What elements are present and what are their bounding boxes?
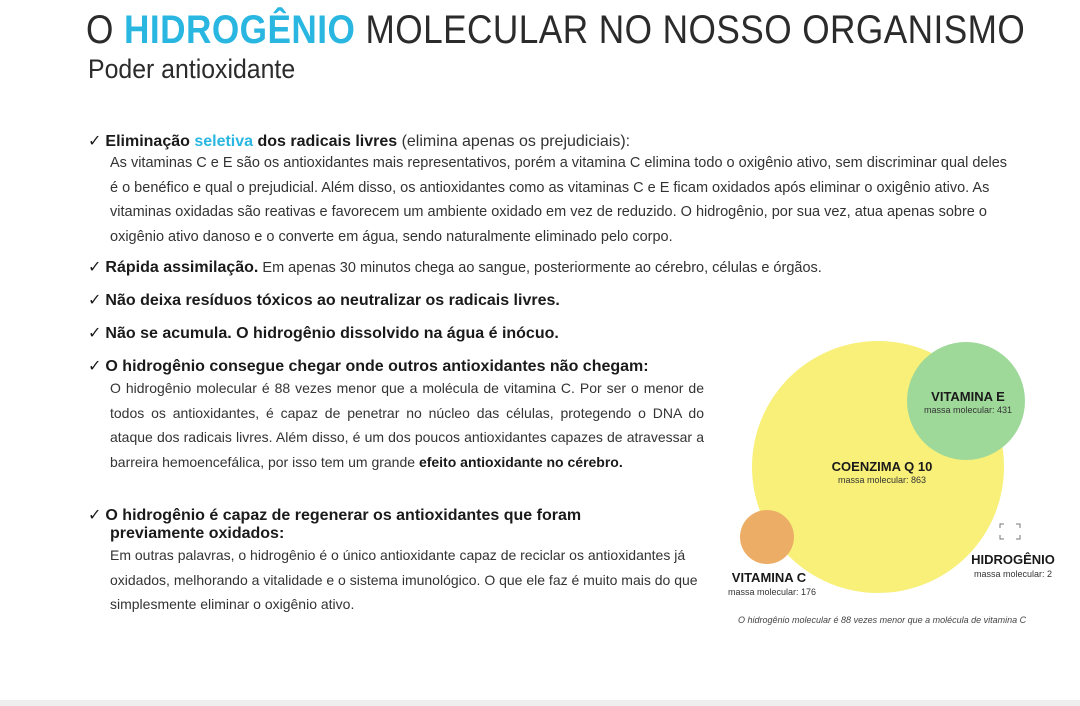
item-body: Em outras palavras, o hidrogênio é o único antioxidante capaz de reciclar os antioxidantes já oxidados, melhorando a vitalidade e o sistema imunológico. O que ele faz é muito mais do que simplesmente eliminar o oxigênio ativo. [110,547,698,612]
heading-bold: O hidrogênio consegue chegar onde outros antioxidantes não chegam: [105,358,649,375]
check-icon: ✓ [88,358,102,375]
vitamin-c-label: VITAMINA C [731,570,807,585]
hydrogen-marker-icon [1000,524,1020,539]
heading-accent: seletiva [194,133,254,150]
page-subtitle: Poder antioxidante [88,54,296,84]
vitamin-e-label: VITAMINA E [931,389,1005,404]
heading-note: (elimina apenas os prejudiciais): [397,133,631,150]
heading-part: Eliminação [105,133,195,150]
title-highlight: HIDROGÊNIO [124,8,356,52]
body-text: O hidrogênio molecular é 88 vezes menor que a molécula de vitamina C. Por ser o menor de todos os antioxidantes, é capaz de penetrar no núcleo das células, protegendo o DNA do ataque dos radicais livres. Além disso, é um dos poucos antioxidantes capazes de atravessar a barreira hemoencefálica, por isso tem um grande [110,380,704,470]
item-heading-cont: previamente oxidados: [110,525,285,542]
vitamin-c-mass: massa molecular: 176 [727,587,817,597]
heading-note: Em apenas 30 minutos chega ao sangue, posteriormente ao cérebro, células e órgãos. [258,260,822,276]
heading-bold: Rápida assimilação. [105,259,259,276]
heading-bold: O hidrogênio é capaz de regenerar os antioxidantes que foram [105,507,582,524]
bottom-divider [0,700,1080,706]
check-icon: ✓ [88,259,102,276]
vitamin-e-mass: massa molecular: 431 [923,405,1013,415]
vitamin-c-circle [740,510,794,564]
coenzyme-q10-label: COENZIMA Q 10 [831,459,933,474]
item-body: As vitaminas C e E são os antioxidantes mais representativos, porém a vitamina C elimina todo o oxigênio ativo, sem discriminar qual deles é o benéfico e qual o prejudicial. Além disso, os antioxidantes como as vitaminas C e E ficam oxidados após eliminar o oxigênio ativo. As vitaminas oxidadas são reativas e favorecem um ambiente oxidado em vez de reduzido. O hidrogênio, por sua vez, atua apenas sobre o oxigênio ativo danoso e o converte em água, sendo naturalmente eliminado pelo corpo. [110,155,1008,245]
hydrogen-label: HIDROGÊNIO [971,552,1055,567]
heading-part: dos radicais livres [253,133,398,150]
heading-bold: Não se acumula. O hidrogênio dissolvido na água é inócuo. [105,325,559,342]
check-icon: ✓ [88,507,102,524]
check-icon: ✓ [88,133,102,150]
check-icon: ✓ [88,325,102,342]
check-icon: ✓ [88,292,102,309]
coenzyme-q10-mass: massa molecular: 863 [837,475,927,485]
heading-bold: Não deixa resíduos tóxicos ao neutralizar os radicais livres. [105,292,560,309]
diagram-caption: O hidrogênio molecular é 88 vezes menor que a molécula de vitamina C [738,615,1027,625]
hydrogen-mass: massa molecular: 2 [973,569,1053,579]
title-suffix: MOLECULAR NO NOSSO ORGANISMO [355,8,1026,52]
body-bold: efeito antioxidante no cérebro. [418,453,623,470]
title-prefix: O [86,8,125,52]
